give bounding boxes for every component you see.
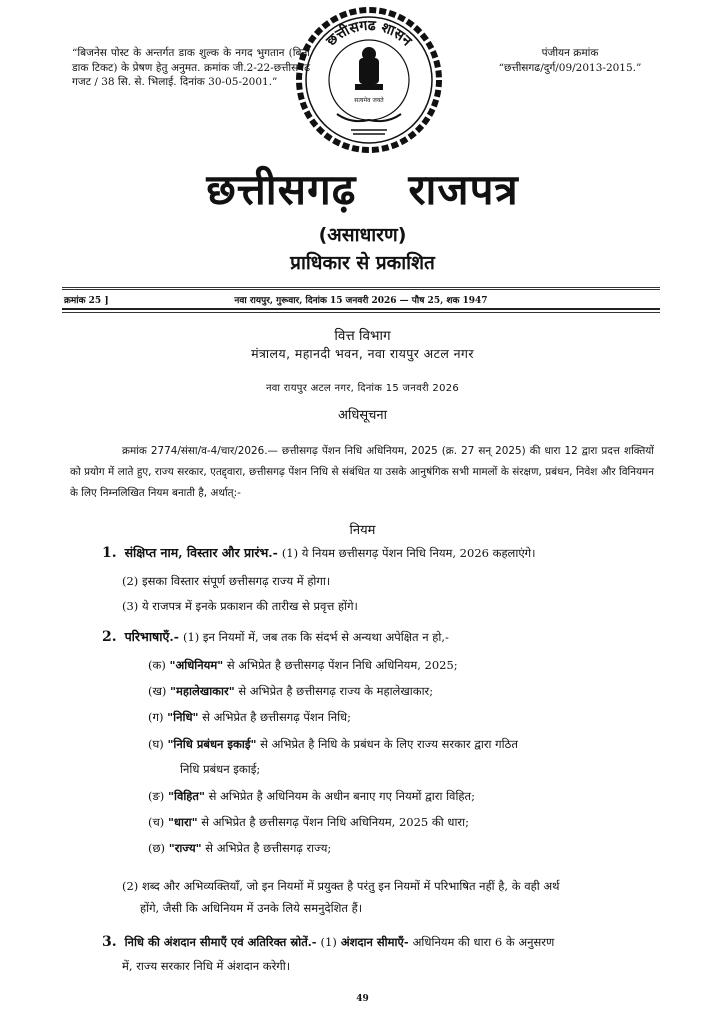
- section-text: (1) ये नियम छत्तीसगढ़ पेंशन निधि नियम, 2026 कहलाएंगे।: [281, 546, 536, 560]
- definition-item: (घ) "निधि प्रबंधन इकाई" से अभिप्रेत है निधि के प्रबंधन के लिए राज्य सरकार द्वारा गठित: [148, 737, 518, 751]
- notice-place-date: नवा रायपुर अटल नगर, दिनांक 15 जनवरी 2026: [265, 383, 460, 394]
- gazette-title: [0, 160, 725, 217]
- section-text: (1) इन नियमों में, जब तक कि संदर्भ से अन्यथा अपेक्षित न हो,-: [182, 630, 449, 644]
- definition-item: (ग) "निधि" से अभिप्रेत है छत्तीसगढ़ पेंशन निधि;: [148, 710, 352, 724]
- divider: [62, 312, 660, 313]
- definition-item: (ख) "महालेखाकार" से अभिप्रेत है छत्तीसगढ़ राज्य के महालेखाकार;: [148, 684, 434, 698]
- section-2: [102, 627, 662, 647]
- department-address: मंत्रालय, महानदी भवन, नवा रायपुर अटल नगर: [251, 346, 474, 361]
- registration-number: “छत्तीसगढ/दुर्ग/09/2013-2015.”: [498, 61, 642, 74]
- seal-text: छत्तीसगढ शासन: [323, 17, 415, 50]
- seal-motto: सत्यमेव जयते: [354, 97, 384, 104]
- issue-number: क्रमांक 25 ]: [64, 296, 109, 306]
- section-number: 3.: [102, 934, 117, 950]
- definition-item: (छ) "राज्य" से अभिप्रेत है छत्तीसगढ़ राज्य;: [148, 841, 332, 855]
- department-name: वित्त विभाग: [334, 328, 391, 344]
- definition-item: (ङ) "विहित" से अभिप्रेत है अधिनियम के अधीन बनाए गए नियमों द्वारा विहित;: [148, 789, 475, 803]
- government-seal-icon: [293, 6, 445, 154]
- postal-permit-note: “बिजनेस पोस्ट के अन्तर्गत डाक शुल्क के नगद भुगतान (बिना डाक टिकट) के प्रेषण हेतु अनुमत. क्रमांक जी.2-22-छत्तीसगढ गजट / 38 सि. से. भिलाई. दिनांक 30-05-2001.”: [72, 47, 310, 88]
- section-3-line2: में, राज्य सरकार निधि में अंशदान करेगी।: [122, 959, 291, 973]
- divider: [62, 287, 660, 288]
- definition-item: (च) "धारा" से अभिप्रेत है छत्तीसगढ़ पेंशन निधि अधिनियम, 2025 की धारा;: [148, 815, 469, 829]
- section-2-sub-2-line1: (2) शब्द और अभिव्यक्तियाँ, जो इन नियमों में प्रयुक्त है परंतु इन नियमों में परिभाषित नहीं है, के वही अर्थ: [122, 879, 560, 893]
- gazette-title-part1: छत्तीसगढ़: [206, 165, 357, 214]
- gazette-subtitle-extraordinary: (असाधारण): [318, 224, 407, 246]
- section-1: [102, 543, 662, 563]
- section-1-sub-2: (2) इसका विस्तार संपूर्ण छत्तीसगढ़ राज्य में होगा।: [122, 574, 331, 588]
- page-number: 49: [356, 994, 369, 1004]
- divider: [62, 308, 660, 310]
- registration-label: पंजीयन क्रमांक: [541, 47, 599, 59]
- section-subtitle: अंशदान सीमाएँ-: [340, 935, 409, 949]
- section-title: संक्षिप्त नाम, विस्तार और प्रारंभ.-: [124, 545, 278, 560]
- section-3: 3. निधि की अंशदान सीमाएँ एवं अतिरिक्त स्रोतें.- (1) अंशदान सीमाएँ- अधिनियम की धारा 6 के अनुसरण: [102, 934, 555, 950]
- gazette-subtitle-authority: प्राधिकार से प्रकाशित: [290, 252, 435, 274]
- section-title: निधि की अंशदान सीमाएँ एवं अतिरिक्त स्रोतें.-: [124, 935, 317, 949]
- definition-item: (क) "अधिनियम" से अभिप्रेत है छत्तीसगढ़ पेंशन निधि अधिनियम, 2025;: [148, 658, 458, 672]
- definition-continuation: निधि प्रबंधन इकाई;: [180, 762, 261, 776]
- section-title: परिभाषाएँ.-: [124, 629, 179, 644]
- notification-heading: अधिसूचना: [338, 408, 387, 423]
- preamble-paragraph: क्रमांक 2774/संसा/व-4/चार/2026.— छत्तीसगढ़ पेंशन निधि अधिनियम, 2025 (क्र. 27 सन् 2025) की धारा 12 द्वारा प्रदत्त शक्तियों को प्रयोग में लाते हुए, राज्य सरकार, एतद्द्वारा, छत्तीसगढ़ पेंशन निधि से संबंधित या उसके आनुषंगिक सभी मामलों के संरक्षण, प्रबंधन, निवेश और विनियमन के लिए निम्नलिखित नियम बनाती है, अर्थात्:-: [70, 445, 654, 499]
- gazette-title-part2: राजपत्र: [408, 165, 519, 214]
- issue-date: नवा रायपुर, गुरूवार, दिनांक 15 जनवरी 2026 — पौष 25, शक 1947: [234, 296, 488, 306]
- rules-heading: नियम: [349, 523, 376, 538]
- divider: [62, 289, 660, 290]
- section-number: 2.: [102, 629, 117, 645]
- section-number: 1.: [102, 545, 117, 561]
- registration-note: [470, 46, 670, 75]
- section-1-sub-3: (3) ये राजपत्र में इनके प्रकाशन की तारीख से प्रवृत्त होंगे।: [122, 599, 358, 613]
- section-2-sub-2-line2: होंगे, जैसी कि अधिनियम में उनके लिये समनुदेशित हैं।: [140, 901, 363, 915]
- svg-text:छत्तीसगढ शासन: [323, 18, 416, 50]
